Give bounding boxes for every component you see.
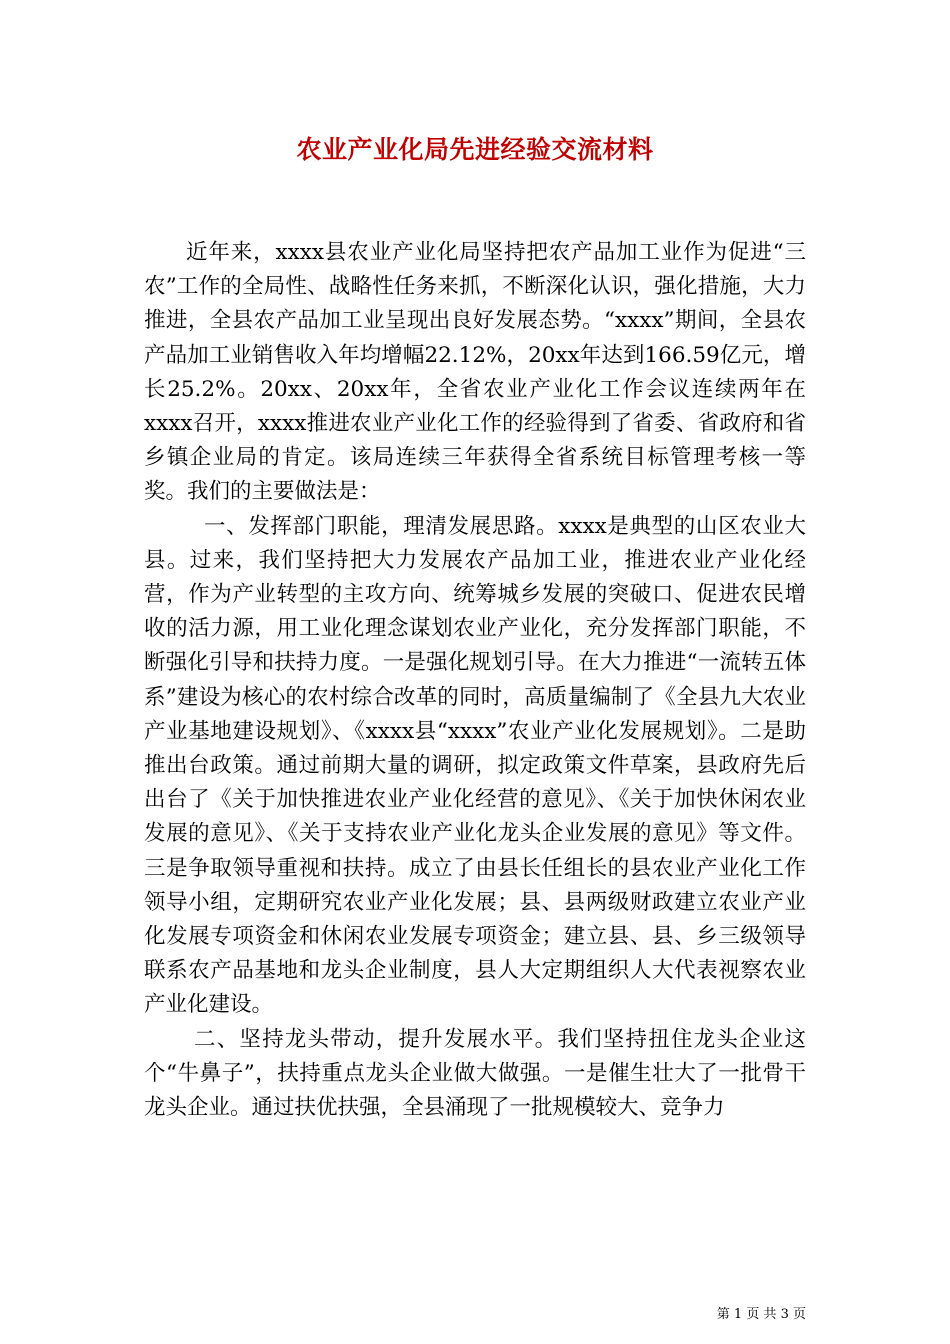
document-title: 农业产业化局先进经验交流材料 <box>296 135 654 164</box>
page-number-footer: 第 1 页 共 3 页 <box>716 1307 806 1322</box>
paragraph-section-2: 二、坚持龙头带动，提升发展水平。我们坚持扭住龙头企业这个“牛鼻子”，扶持重点龙头企业做大做强。一是催生壮大了一批骨干龙头企业。通过扶优扶强，全县涌现了一批规模较大、竞争力 <box>144 1026 806 1121</box>
document-body <box>144 236 806 1125</box>
paragraph-section-1: 一、发挥部门职能，理清发展思路。xxxx是典型的山区农业大县。过来，我们坚持把大力发展农产品加工业，推进农业产业化经营，作为产业转型的主攻方向、统筹城乡发展的突破口、促进农民增收的活力源，用工业化理念谋划农业产业化，充分发挥部门职能，不断强化引导和扶持力度。一是强化规划引导。在大力推进“一流转五体系”建设为核心的农村综合改革的同时，高质量编制了《全县九大农业产业基地建设规划》、《xxxx县“xxxx”农业产业化发展规划》。二是助推出台政策。通过前期大量的调研，拟定政策文件草案，县政府先后出台了《关于加快推进农业产业化经营的意见》、《关于加快休闲农业发展的意见》、《关于支持农业产业化龙头企业发展的意见》等文件。三是争取领导重视和扶持。成立了由县长任组长的县农业产业化工作领导小组，定期研究农业产业化发展；县、县两级财政建立农业产业化发展专项资金和休闲农业发展专项资金；建立县、县、乡三级领导联系农产品基地和龙头企业制度，县人大定期组织人大代表视察农业产业化建设。 <box>144 513 806 1018</box>
paragraph-intro: 近年来，xxxx县农业产业化局坚持把农产品加工业作为促进“三农”工作的全局性、战略性任务来抓，不断深化认识，强化措施，大力推进，全县农产品加工业呈现出良好发展态势。“xxxx”期间，全县农产品加工业销售收入年均增幅22.12%，20xx年达到166.59亿元，增长25.2%。20xx、20xx年，全省农业产业化工作会议连续两年在xxxx召开，xxxx推进农业产业化工作的经验得到了省委、省政府和省乡镇企业局的肯定。该局连续三年获得全省系统目标管理考核一等奖。我们的主要做法是： <box>144 240 806 505</box>
